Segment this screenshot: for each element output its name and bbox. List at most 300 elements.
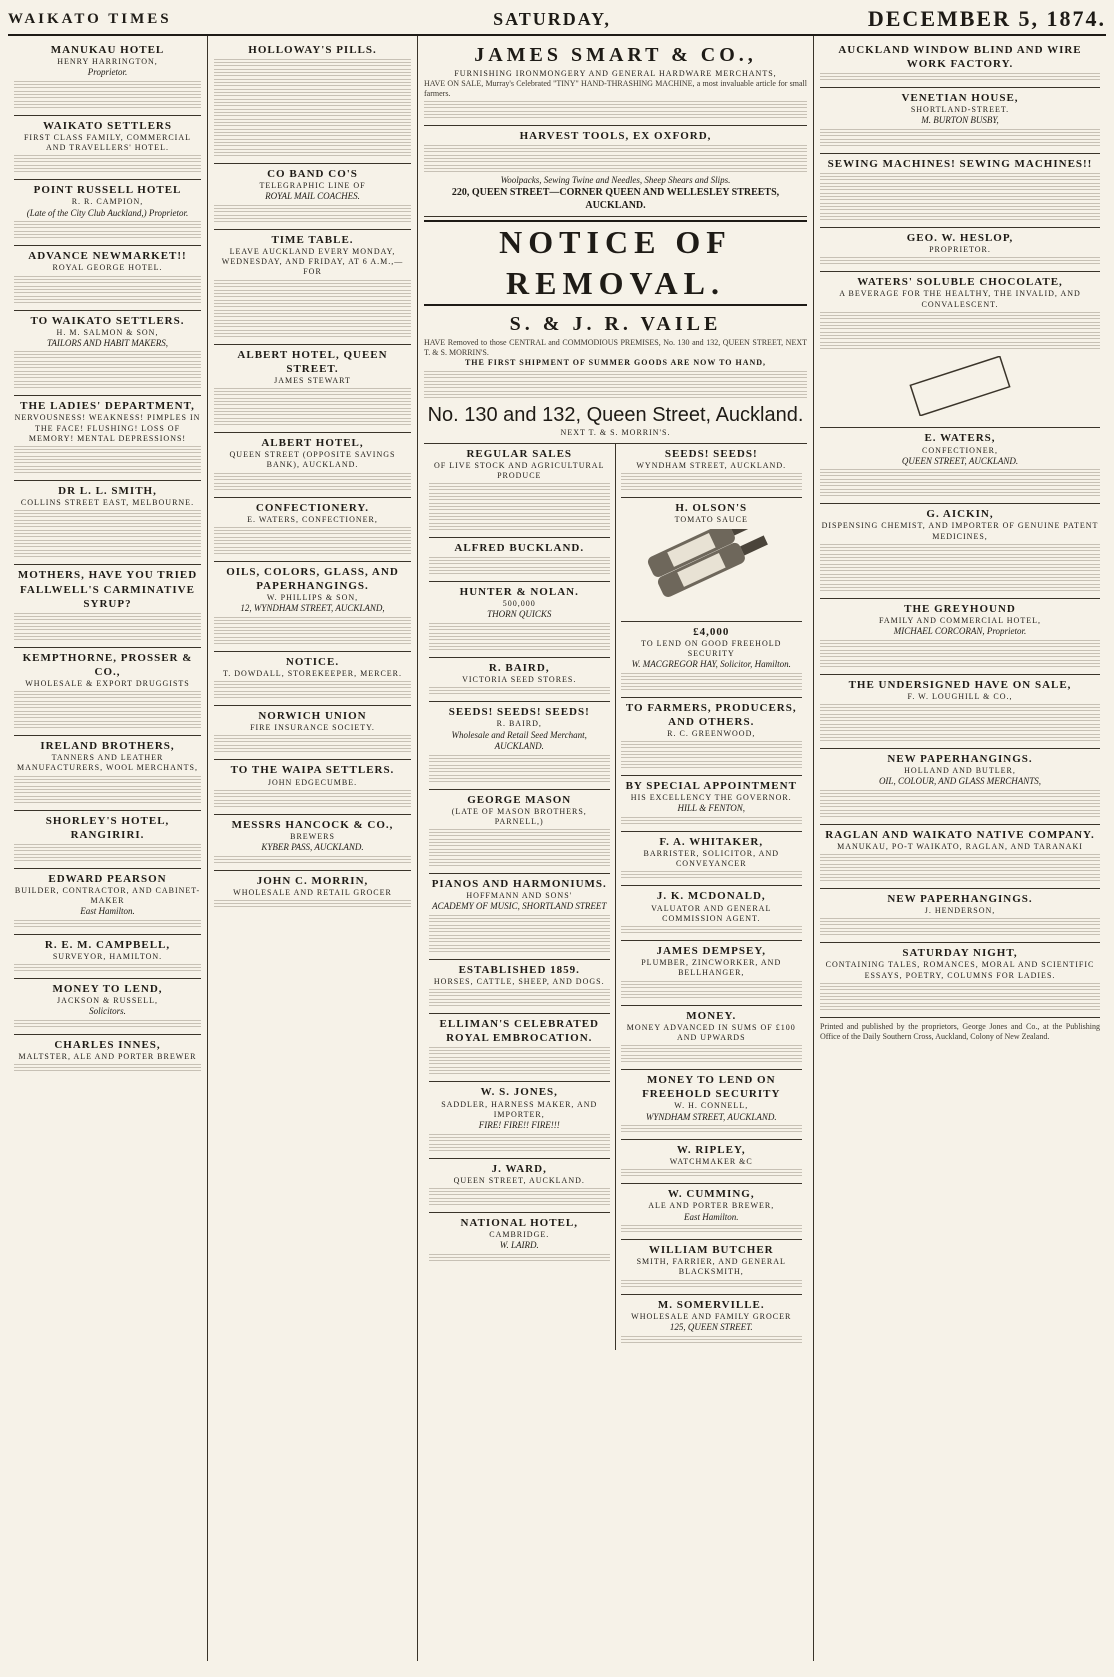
advertisement (621, 444, 803, 498)
body-text-lines (214, 527, 411, 535)
body-text-lines (14, 633, 201, 641)
body-text-lines (429, 1057, 610, 1065)
columns (8, 36, 1106, 1661)
ad-subtitle: E. WATERS, CONFECTIONER, (247, 514, 378, 524)
ad-title: NEW PAPERHANGINGS. (887, 893, 1033, 906)
ad-subtitle: (LATE OF MASON BROTHERS, PARNELL,) (451, 806, 587, 826)
harvest-tools-ad (424, 126, 807, 217)
body-text-lines (14, 381, 201, 389)
body-text-lines (14, 796, 201, 804)
body-text-lines (14, 520, 201, 528)
body-text-lines (214, 790, 411, 798)
ad-title: G. AICKIN, (926, 508, 994, 521)
ad-subtitle: HOFFMANN AND SONS' (466, 891, 573, 901)
advertisement (429, 702, 610, 789)
ad-extra: HILL & FENTON, (677, 803, 745, 814)
ad-extra: ROYAL MAIL COACHES. (265, 191, 360, 202)
advertisement (429, 1213, 610, 1268)
ad-subtitle: J. HENDERSON, (924, 906, 996, 916)
body-text-lines (429, 643, 610, 651)
ad-subtitle: BARRISTER, SOLICITOR, AND CONVEYANCER (643, 849, 780, 869)
body-text-lines (14, 1064, 201, 1072)
body-text-lines (429, 1134, 610, 1142)
advertisement (14, 40, 201, 116)
body-text-lines (429, 513, 610, 521)
body-text-lines (820, 257, 1100, 265)
body-text-lines (621, 1280, 803, 1288)
ad-subtitle: NERVOUSNESS! WEAKNESS! PIMPLES IN THE FACE! FLUSHING! LOSS OF MEMORY! MENTAL DEPRESSIONS! (14, 413, 201, 443)
ad-subtitle: ROYAL GEORGE HOTEL. (52, 263, 163, 273)
body-text-lines (429, 829, 610, 837)
body-text-lines (14, 510, 201, 518)
body-text-lines (820, 213, 1100, 221)
ad-title: MANUKAU HOTEL (50, 44, 165, 56)
advertisement (820, 154, 1100, 228)
body-text-lines (820, 800, 1100, 808)
body-text-lines (621, 673, 803, 681)
ad-extra: Wholesale and Retail Seed Merchant, AUCKLAND. (451, 729, 587, 752)
ad-subtitle: HIS EXCELLENCY THE GOVERNOR. (630, 793, 792, 803)
body-text-lines (429, 523, 610, 531)
ad-extra: 12, WYNDHAM STREET, AUCKLAND, (240, 603, 385, 614)
james-smart-title: JAMES SMART & CO., (474, 44, 757, 66)
ad-title: H. OLSON'S (675, 501, 748, 514)
body-text-lines (820, 874, 1100, 882)
body-text-lines (820, 564, 1100, 572)
body-text-lines (820, 203, 1100, 211)
ad-subtitle: FIRE INSURANCE SOCIETY. (250, 723, 375, 733)
ad-title: GEORGE MASON (467, 793, 572, 806)
body-text-lines (214, 149, 411, 157)
ad-subtitle: WHOLESALE AND FAMILY GROCER (631, 1311, 792, 1321)
ad-extra: THORN QUICKS (487, 609, 552, 620)
ad-subtitle: WATCHMAKER &C (669, 1157, 753, 1167)
body-text-lines (820, 489, 1100, 497)
advertisement (14, 736, 201, 811)
body-text-lines (429, 945, 610, 953)
body-text-lines (14, 371, 201, 379)
advertisement (214, 433, 411, 498)
ad-title: MONEY. (686, 1009, 737, 1022)
body-text-lines (14, 361, 201, 369)
ad-subtitle: SADDLER, HARNESS MAKER, AND IMPORTER, (441, 1099, 598, 1119)
ad-title: CONFECTIONERY. (255, 501, 370, 514)
advertisement (621, 832, 803, 887)
body-text-lines (214, 745, 411, 753)
body-text-lines (214, 398, 411, 406)
body-text-lines (214, 205, 411, 213)
ad-title: IRELAND BROTHERS, (40, 740, 175, 753)
ad-title: F. A. WHITAKER, (659, 835, 764, 848)
advertisement (14, 481, 201, 565)
ad-title: THE LADIES' DEPARTMENT, (20, 400, 195, 413)
body-text-lines (429, 839, 610, 847)
advertisement (429, 1159, 610, 1213)
ad-title: PIANOS AND HARMONIUMS. (431, 878, 607, 891)
body-text-lines (214, 856, 411, 864)
ad-extra: FIRE! FIRE!! FIRE!!! (478, 1120, 560, 1131)
column-1 (8, 36, 208, 1661)
body-text-lines (14, 231, 201, 239)
ad-subtitle: JAMES STEWART (274, 375, 351, 385)
advertisement (820, 825, 1100, 889)
ad-extra: East Hamilton. (80, 906, 135, 917)
advertisement (621, 622, 803, 698)
ad-subtitle: SHORTLAND-STREET. (910, 105, 1010, 115)
body-text-lines (14, 286, 201, 294)
body-text-lines (214, 79, 411, 87)
body-text-lines (820, 928, 1100, 936)
body-text-lines (621, 683, 803, 691)
advertisement (214, 498, 411, 562)
body-text-lines (820, 714, 1100, 722)
body-text-lines (820, 854, 1100, 862)
body-text-lines (820, 918, 1100, 926)
advertisement (820, 889, 1100, 943)
ad-subtitle: FAMILY AND COMMERCIAL HOTEL, (878, 615, 1041, 625)
body-text-lines (621, 483, 803, 491)
masthead (8, 4, 1106, 36)
ad-title: TIME TABLE. (271, 233, 354, 246)
advertisement (214, 871, 411, 914)
ad-subtitle: SMITH, FARRIER, AND GENERAL BLACKSMITH, (636, 1257, 786, 1277)
body-text-lines (14, 466, 201, 474)
ad-subtitle: TANNERS AND LEATHER MANUFACTURERS, WOOL MERCHANTS, (17, 753, 198, 773)
body-text-lines (429, 935, 610, 943)
body-text-lines (820, 650, 1100, 658)
ad-subtitle: CONTAINING TALES, ROMANCES, MORAL AND SCIENTIFIC ESSAYS, POETRY, COLUMNS FOR LADIES. (825, 960, 1095, 980)
ad-subtitle: CONFECTIONER, (922, 445, 998, 455)
advertisement (14, 869, 201, 935)
body-text-lines (820, 983, 1100, 991)
body-text-lines (820, 584, 1100, 592)
column-3-split (424, 444, 807, 1350)
body-text-lines (214, 408, 411, 416)
ad-title: E. WATERS, (924, 432, 996, 445)
body-text-lines (429, 623, 610, 631)
ad-title: AUCKLAND WINDOW BLIND AND WIRE WORK FACTORY. (838, 44, 1082, 71)
body-text-lines (820, 139, 1100, 147)
column-3-right (616, 444, 808, 1350)
ad-title: THE UNDERSIGNED HAVE ON SALE, (848, 678, 1072, 691)
ad-subtitle: TO LEND ON GOOD FREEHOLD SECURITY (641, 638, 782, 658)
body-text-lines (14, 296, 201, 304)
body-text-lines (820, 660, 1100, 668)
ad-subtitle: A BEVERAGE FOR THE HEALTHY, THE INVALID, AND CONVALESCENT. (839, 289, 1081, 309)
body-text-lines (214, 637, 411, 645)
ad-title: SEEDS! SEEDS! SEEDS! (448, 706, 590, 719)
body-text-lines (14, 920, 201, 928)
body-text-lines (14, 530, 201, 538)
advertisement (429, 1082, 610, 1158)
ad-title: CHARLES INNES, (54, 1038, 161, 1051)
ad-subtitle: SURVEYOR, HAMILTON. (52, 951, 163, 961)
body-text-lines (429, 999, 610, 1007)
ad-subtitle: MONEY ADVANCED IN SUMS OF £100 AND UPWARDS (626, 1022, 796, 1042)
body-text-lines (621, 817, 803, 825)
vaile-address: No. 130 and 132, Queen Street, Auckland. (427, 403, 804, 426)
ad-extra: M. BURTON BUSBY, (921, 115, 999, 126)
body-text-lines (14, 623, 201, 631)
ad-title: GEO. W. HESLOP, (906, 232, 1014, 245)
ad-title: NEW PAPERHANGINGS. (887, 752, 1033, 765)
body-text-lines (214, 310, 411, 318)
ad-title: SATURDAY NIGHT, (902, 947, 1018, 960)
james-smart-sub: FURNISHING IRONMONGERY AND GENERAL HARDWARE MERCHANTS, (454, 68, 777, 78)
body-text-lines (14, 446, 201, 454)
advertisement (14, 246, 201, 310)
body-text-lines (14, 776, 201, 784)
body-text-lines (429, 557, 610, 565)
advertisement (14, 979, 201, 1035)
advertisement (820, 943, 1100, 1018)
ad-title: REGULAR SALES (466, 447, 573, 460)
ad-title: W. RIPLEY, (676, 1144, 746, 1157)
ad-subtitle: W. H. CONNELL, (674, 1101, 749, 1111)
body-text-lines (820, 183, 1100, 191)
ad-subtitle: VALUATOR AND GENERAL COMMISSION AGENT. (651, 903, 772, 923)
ad-title: TO WAIKATO SETTLERS. (30, 314, 185, 327)
ad-title: WAIKATO SETTLERS (43, 119, 172, 132)
body-text-lines (214, 119, 411, 127)
ad-title: SEWING MACHINES! SEWING MACHINES!! (827, 157, 1093, 170)
body-text-lines (214, 388, 411, 396)
advertisement (429, 582, 610, 658)
ad-title: TO THE WAIPA SETTLERS. (230, 764, 395, 777)
ad-subtitle: TELEGRAPHIC LINE OF (259, 181, 366, 191)
advertisement (621, 886, 803, 941)
body-text-lines (820, 734, 1100, 742)
ad-title: RAGLAN AND WAIKATO NATIVE COMPANY. (825, 828, 1095, 841)
body-text-lines (621, 761, 803, 769)
column-3 (418, 36, 814, 1661)
body-text-lines (214, 547, 411, 555)
body-text-lines (820, 173, 1100, 181)
ad-title: ELLIMAN'S CELEBRATED ROYAL EMBROCATION. (439, 1018, 599, 1045)
body-text-lines (621, 473, 803, 481)
advertisement (820, 40, 1100, 88)
advertisement (14, 116, 201, 181)
ad-title: POINT RUSSELL HOTEL (33, 184, 182, 197)
body-text-lines (14, 550, 201, 558)
advertisement (820, 599, 1100, 675)
ad-title: MOTHERS, HAVE YOU TRIED FALLWELL'S CARMINATIVE SYRUP? (17, 569, 198, 610)
column-4 (814, 36, 1106, 1661)
body-text-lines (429, 925, 610, 933)
body-text-lines (429, 1188, 610, 1196)
body-text-lines (14, 691, 201, 699)
ad-subtitle: R. R. CAMPION, (71, 197, 144, 207)
advertisement (14, 648, 201, 736)
ad-title: R. E. M. CAMPBELL, (44, 938, 171, 951)
ad-subtitle: WHOLESALE AND RETAIL GROCER (233, 887, 392, 897)
body-text-lines (14, 613, 201, 621)
advertisement (214, 760, 411, 814)
ad-title: KEMPTHORNE, PROSSER & CO., (22, 651, 193, 678)
ad-extra: East Hamilton. (683, 1211, 739, 1222)
body-text-lines (621, 1225, 803, 1233)
ad-subtitle: TOMATO SAUCE (674, 514, 748, 524)
ad-title: EDWARD PEARSON (48, 872, 167, 885)
body-text-lines (14, 1020, 201, 1028)
ad-subtitle: CAMBRIDGE. (489, 1229, 550, 1239)
advertisement (621, 776, 803, 832)
body-text-lines (621, 981, 803, 989)
ad-title: OILS, COLORS, GLASS, AND PAPERHANGINGS. (226, 565, 399, 593)
body-text-lines (214, 617, 411, 625)
body-text-lines (214, 483, 411, 491)
advertisement (429, 1014, 610, 1082)
advertisement (429, 658, 610, 702)
imprint: Printed and published by the proprietors, George Jones and Co., at the Publishing Office of the Daily Southern Cross, Auckland, Colony of New Zealand. (820, 1021, 1100, 1042)
body-text-lines (621, 1055, 803, 1063)
body-text-lines (214, 320, 411, 328)
advertisement (14, 311, 201, 397)
body-text-lines (820, 993, 1100, 1001)
vaile-text: HAVE Removed to those CENTRAL and COMMODIOUS PREMISES, No. 130 and 132, QUEEN STREET, NEXT T. & S. MORRIN'S. (424, 337, 807, 358)
body-text-lines (621, 1045, 803, 1053)
body-text-lines (214, 59, 411, 67)
body-text-lines (820, 469, 1100, 477)
advertisement (214, 652, 411, 706)
ad-subtitle: QUEEN STREET, AUCKLAND. (453, 1175, 585, 1185)
body-text-lines (214, 99, 411, 107)
advertisement (820, 428, 1100, 504)
ad-title: WATERS' SOLUBLE CHOCOLATE, (857, 276, 1063, 289)
ad-title: NOTICE. (285, 655, 340, 668)
advertisement (429, 874, 610, 960)
ad-title: J. K. MCDONALD, (656, 890, 766, 903)
body-text-lines (820, 640, 1100, 648)
body-text-lines (14, 964, 201, 972)
ad-subtitle: MALTSTER, ALE AND PORTER BREWER (18, 1052, 197, 1062)
ad-title: BY SPECIAL APPOINTMENT (625, 780, 797, 793)
body-text-lines (820, 479, 1100, 487)
body-text-lines (820, 864, 1100, 872)
body-text-lines (14, 711, 201, 719)
body-text-lines (14, 786, 201, 794)
body-text-lines (429, 567, 610, 575)
body-text-lines (214, 290, 411, 298)
body-text-lines (214, 735, 411, 743)
ad-title: TO FARMERS, PRODUCERS, AND OTHERS. (625, 701, 797, 728)
ad-extra: MICHAEL CORCORAN, Proprietor. (893, 626, 1027, 637)
vaile-next: NEXT T. & S. MORRIN'S. (560, 428, 671, 438)
ad-title: W. CUMMING, (667, 1188, 755, 1201)
body-text-lines (820, 810, 1100, 818)
body-text-lines (14, 721, 201, 729)
ad-title: DR L. L. SMITH, (58, 485, 157, 498)
advertisement (214, 562, 411, 652)
advertisement (214, 230, 411, 345)
advertisement (14, 811, 201, 869)
body-text-lines (14, 276, 201, 284)
body-text-lines (429, 503, 610, 511)
body-text-lines (214, 89, 411, 97)
body-text-lines (214, 900, 411, 908)
ad-title: HOLLOWAY'S PILLS. (248, 44, 377, 56)
ad-title: THE GREYHOUND (904, 602, 1016, 615)
ad-extra: W. LAIRD. (499, 1240, 539, 1251)
body-text-lines (820, 790, 1100, 798)
ad-subtitle: BREWERS (290, 831, 335, 841)
body-text-lines (429, 775, 610, 783)
vaile-sub: THE FIRST SHIPMENT OF SUMMER GOODS ARE NOW TO HAND, (464, 358, 767, 368)
advertisement (820, 504, 1100, 599)
body-text-lines (621, 741, 803, 749)
advertisement (429, 960, 610, 1014)
body-text-lines (429, 765, 610, 773)
ad-subtitle: QUEEN STREET (OPPOSITE SAVINGS BANK), AUCKLAND. (229, 450, 396, 470)
advertisement (214, 706, 411, 760)
ad-subtitle: HORSES, CATTLE, SHEEP, AND DOGS. (433, 977, 605, 987)
ad-title: ALBERT HOTEL, (261, 437, 364, 450)
ad-subtitle: WHOLESALE & EXPORT DRUGGISTS (25, 678, 190, 688)
advertisement (820, 272, 1100, 428)
body-text-lines (14, 81, 201, 89)
advertisement (214, 40, 411, 164)
ad-extra: (Late of the City Club Auckland,) Proprietor. (26, 207, 189, 218)
advertisement (621, 941, 803, 1006)
body-text-lines (429, 633, 610, 641)
body-text-lines (621, 1169, 803, 1177)
ad-subtitle: BUILDER, CONTRACTOR, AND CABINET-MAKER (14, 885, 201, 906)
body-text-lines (820, 704, 1100, 712)
ad-title: NATIONAL HOTEL, (460, 1216, 578, 1229)
body-text-lines (14, 101, 201, 109)
ad-title: ESTABLISHED 1859. (458, 964, 580, 976)
advertisement (621, 698, 803, 776)
ad-title: ALBERT HOTEL, QUEEN STREET. (237, 348, 388, 375)
body-text-lines (214, 627, 411, 635)
ad-title: SHORLEY'S HOTEL, RANGIRIRI. (45, 814, 170, 841)
ad-title: MESSRS HANCOCK & CO., (231, 818, 394, 831)
ad-extra: QUEEN STREET, AUCKLAND. (901, 455, 1019, 466)
body-text-lines (214, 215, 411, 223)
body-text-lines (820, 129, 1100, 137)
body-text-lines (621, 751, 803, 759)
advertisement (14, 180, 201, 246)
ad-subtitle: F. W. LOUGHILL & CO., (907, 691, 1013, 701)
ad-title: NORWICH UNION (258, 710, 367, 723)
ad-title: JAMES DEMPSEY, (656, 945, 767, 958)
james-smart-ad (424, 40, 807, 126)
body-text-lines (429, 915, 610, 923)
ad-subtitle: LEAVE AUCKLAND EVERY MONDAY, WEDNESDAY, AND FRIDAY, AT 6 A.M.,—FOR (221, 246, 404, 277)
body-text-lines (214, 300, 411, 308)
ad-subtitle: W. PHILLIPS & SON, (266, 593, 359, 603)
advertisement (429, 444, 610, 539)
advertisement (429, 790, 610, 875)
ad-title: £4,000 (693, 625, 730, 638)
ad-extra: W. MACGREGOR HAY, Solicitor, Hamilton. (631, 659, 791, 670)
body-text-lines (14, 91, 201, 99)
ad-subtitle: JOHN EDGECUMBE. (267, 777, 358, 787)
ad-subtitle: JACKSON & RUSSELL, (57, 996, 158, 1006)
advertisement (214, 815, 411, 871)
body-text-lines (214, 681, 411, 689)
advertisement (820, 675, 1100, 749)
body-text-lines (820, 312, 1100, 320)
masthead-day: SATURDAY, (493, 8, 611, 29)
body-text-lines (429, 1047, 610, 1055)
body-text-lines (14, 155, 201, 163)
advertisement (621, 1240, 803, 1295)
body-text-lines (429, 493, 610, 501)
advertisement (621, 498, 803, 622)
body-text-lines (820, 73, 1100, 81)
body-text-lines (429, 1198, 610, 1206)
